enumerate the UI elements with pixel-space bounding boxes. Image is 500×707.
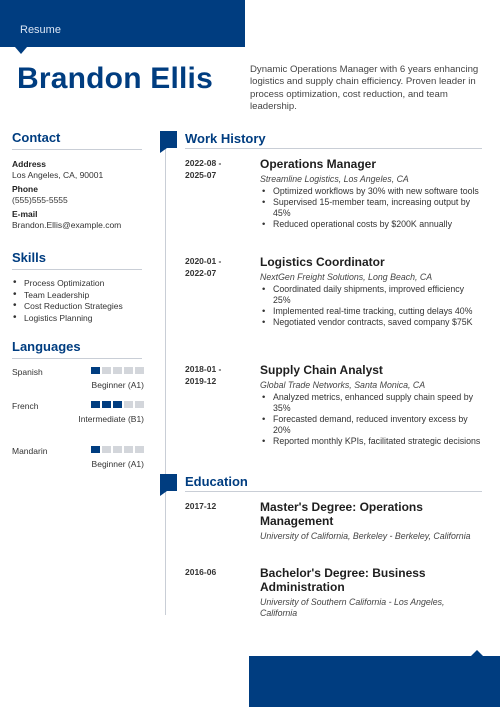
skills-title: Skills [12,250,46,265]
education-flag [160,474,177,491]
level-square [113,367,122,374]
degree-title: Master's Degree: Operations Management [260,500,423,528]
language-level: Beginner (A1) [91,380,144,390]
languages-rule [12,358,142,359]
job-dates: 2022-08 - 2025-07 [185,158,222,180]
language-mandarin [12,446,144,469]
timeline-line [165,145,166,615]
skills-rule [12,269,142,270]
languages-section [12,339,142,359]
job-bullets [260,186,482,230]
education-dates: 2017-12 [185,501,217,511]
level-square [91,401,100,408]
phone-value: (555)555-5555 [12,195,68,205]
level-square [135,401,144,408]
level-square [102,367,111,374]
school-name: University of Southern California - Los Angeles, California [260,597,445,618]
job-bullet: • Coordinated daily shipments, improved efficiency 25% [260,284,482,306]
job-bullets [260,284,482,328]
email-value: Brandon.Ellis@example.com [12,220,122,230]
address-label: Address [12,159,47,169]
language-french [12,401,144,424]
summary-text: Dynamic Operations Manager with 6 years enhancing logistics and supply chain efficiency. Proven leader in process optimization, cost reduction, and team leadership. [250,64,479,113]
job-bullet: • Forecasted demand, reduced inventory excess by 20% [260,414,482,436]
job-dates: 2020-01 - 2022-07 [185,256,222,278]
language-level-bar [91,367,144,374]
footer-notch [471,650,483,656]
level-square [135,367,144,374]
level-square [113,446,122,453]
degree-title: Bachelor's Degree: Business Administration [260,566,426,594]
language-level: Intermediate (B1) [78,414,144,424]
job-bullet: • Reduced operational costs by $200K annually [260,219,482,230]
level-square [91,367,100,374]
contact-section [12,130,142,230]
candidate-name: Brandon Ellis [17,62,213,95]
job-bullet: • Negotiated vendor contracts, saved company $75K [260,317,482,328]
language-name: Mandarin [12,446,48,456]
language-name: French [12,401,39,411]
language-level-bar [91,446,144,453]
job-bullet: • Optimized workflows by 30% with new software tools [260,186,482,197]
header-notch [15,47,27,54]
level-square [102,401,111,408]
work-history-title: Work History [185,131,266,146]
job-bullet: • Reported monthly KPIs, facilitated strategic decisions [260,436,482,447]
education-rule [185,491,482,492]
skills-section [12,250,142,324]
level-square [113,401,122,408]
footer-block [249,656,500,707]
skill-item: • Team Leadership [12,290,142,300]
email-label: E-mail [12,209,38,219]
job-dates: 2018-01 - 2019-12 [185,364,222,386]
job-bullet: • Implemented real-time tracking, cutting delays 40% [260,306,482,317]
job-bullets [260,392,482,447]
job-org: Global Trade Networks, Santa Monica, CA [260,380,426,390]
language-spanish [12,367,144,390]
job-bullet: • Supervised 15-member team, increasing output by 45% [260,197,482,219]
job-title: Operations Manager [260,157,377,171]
level-square [124,367,133,374]
school-name: University of California, Berkeley - Berkeley, California [260,531,471,541]
resume-tag: Resume [20,24,61,36]
contact-title: Contact [12,130,61,145]
job-bullet: • Analyzed metrics, enhanced supply chain speed by 35% [260,392,482,414]
level-square [102,446,111,453]
job-org: Streamline Logistics, Los Angeles, CA [260,174,409,184]
level-square [91,446,100,453]
level-square [124,401,133,408]
phone-label: Phone [12,184,38,194]
language-name: Spanish [12,367,43,377]
skill-item: • Logistics Planning [12,313,142,323]
education-dates: 2016-06 [185,567,217,577]
job-title: Supply Chain Analyst [260,363,383,377]
skills-list [12,278,142,323]
level-square [135,446,144,453]
contact-rule [12,149,142,150]
education-title: Education [185,474,248,489]
language-level: Beginner (A1) [91,459,144,469]
language-level-bar [91,401,144,408]
skill-item: • Process Optimization [12,278,142,288]
skill-item: • Cost Reduction Strategies [12,301,142,311]
job-org: NextGen Freight Solutions, Long Beach, CA [260,272,433,282]
job-title: Logistics Coordinator [260,255,385,269]
work-history-flag [160,131,177,148]
address-value: Los Angeles, CA, 90001 [12,170,104,180]
level-square [124,446,133,453]
header-bar [0,0,245,47]
languages-title: Languages [12,339,81,354]
work-history-rule [185,148,482,149]
